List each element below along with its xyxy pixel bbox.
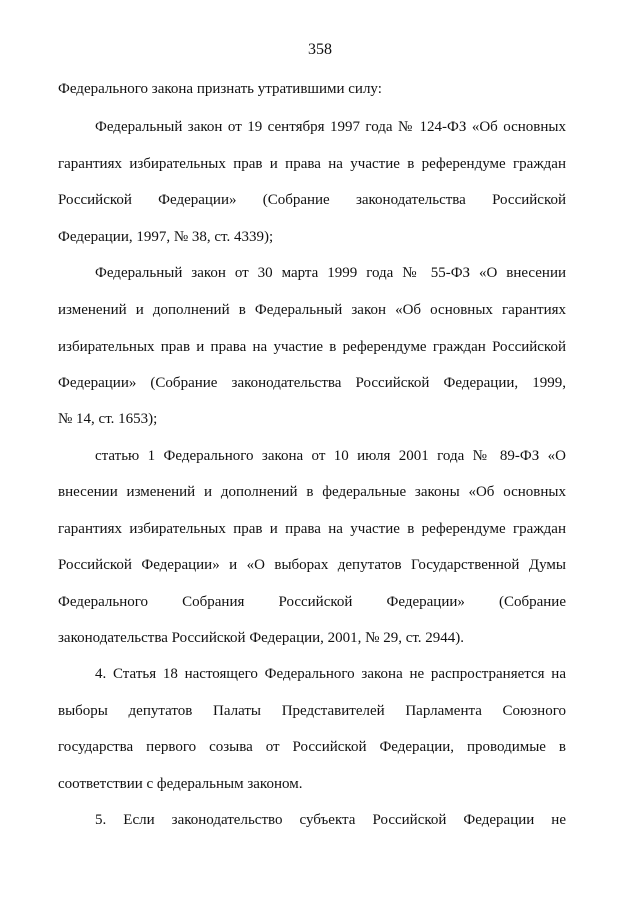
text-line: изменений и дополнений в Федеральный закон «Об основных гарантиях [58, 302, 566, 318]
text-line: № 14, ст. 1653); [58, 411, 158, 427]
text-line: 4. Статья 18 настоящего Федерального закона не распространяется на [95, 666, 566, 682]
text-line: законодательства Российской Федерации, 2001, № 29, ст. 2944). [58, 630, 465, 646]
text-line: избирательных прав и права на участие в референдуме граждан Российской [58, 339, 566, 355]
text-line: соответствии с федеральным законом. [58, 776, 303, 792]
text-line: Российской Федерации» (Собрание законодательства Российской [58, 192, 566, 208]
text-line: государства первого созыва от Российской Федерации, проводимые в [58, 739, 566, 755]
text-line: гарантиях избирательных прав и права на участие в референдуме граждан [58, 156, 566, 172]
text-line: Федерального Собрания Российской Федерации» (Собрание [58, 594, 566, 610]
page-number: 358 [308, 41, 332, 58]
text-line: статью 1 Федерального закона от 10 июля 2001 года № 89-ФЗ «О [95, 448, 566, 464]
text-line: Российской Федерации» и «О выборах депутатов Государственной Думы [58, 557, 566, 573]
text-line: Федеральный закон от 30 марта 1999 года № 55-ФЗ «О внесении [95, 265, 566, 281]
text-line: Федеральный закон от 19 сентября 1997 года № 124-ФЗ «Об основных [95, 119, 566, 135]
text-line: выборы депутатов Палаты Представителей Парламента Союзного [58, 703, 566, 719]
text-line: Федерации» (Собрание законодательства Российской Федерации, 1999, [58, 375, 566, 391]
text-line: Федерального закона признать утратившими силу: [58, 81, 382, 97]
text-line: гарантиях избирательных прав и права на участие в референдуме граждан [58, 521, 566, 537]
text-line: Федерации, 1997, № 38, ст. 4339); [58, 229, 274, 245]
text-line: внесении изменений и дополнений в федеральные законы «Об основных [58, 484, 566, 500]
text-line: 5. Если законодательство субъекта Российской Федерации не [95, 812, 566, 828]
